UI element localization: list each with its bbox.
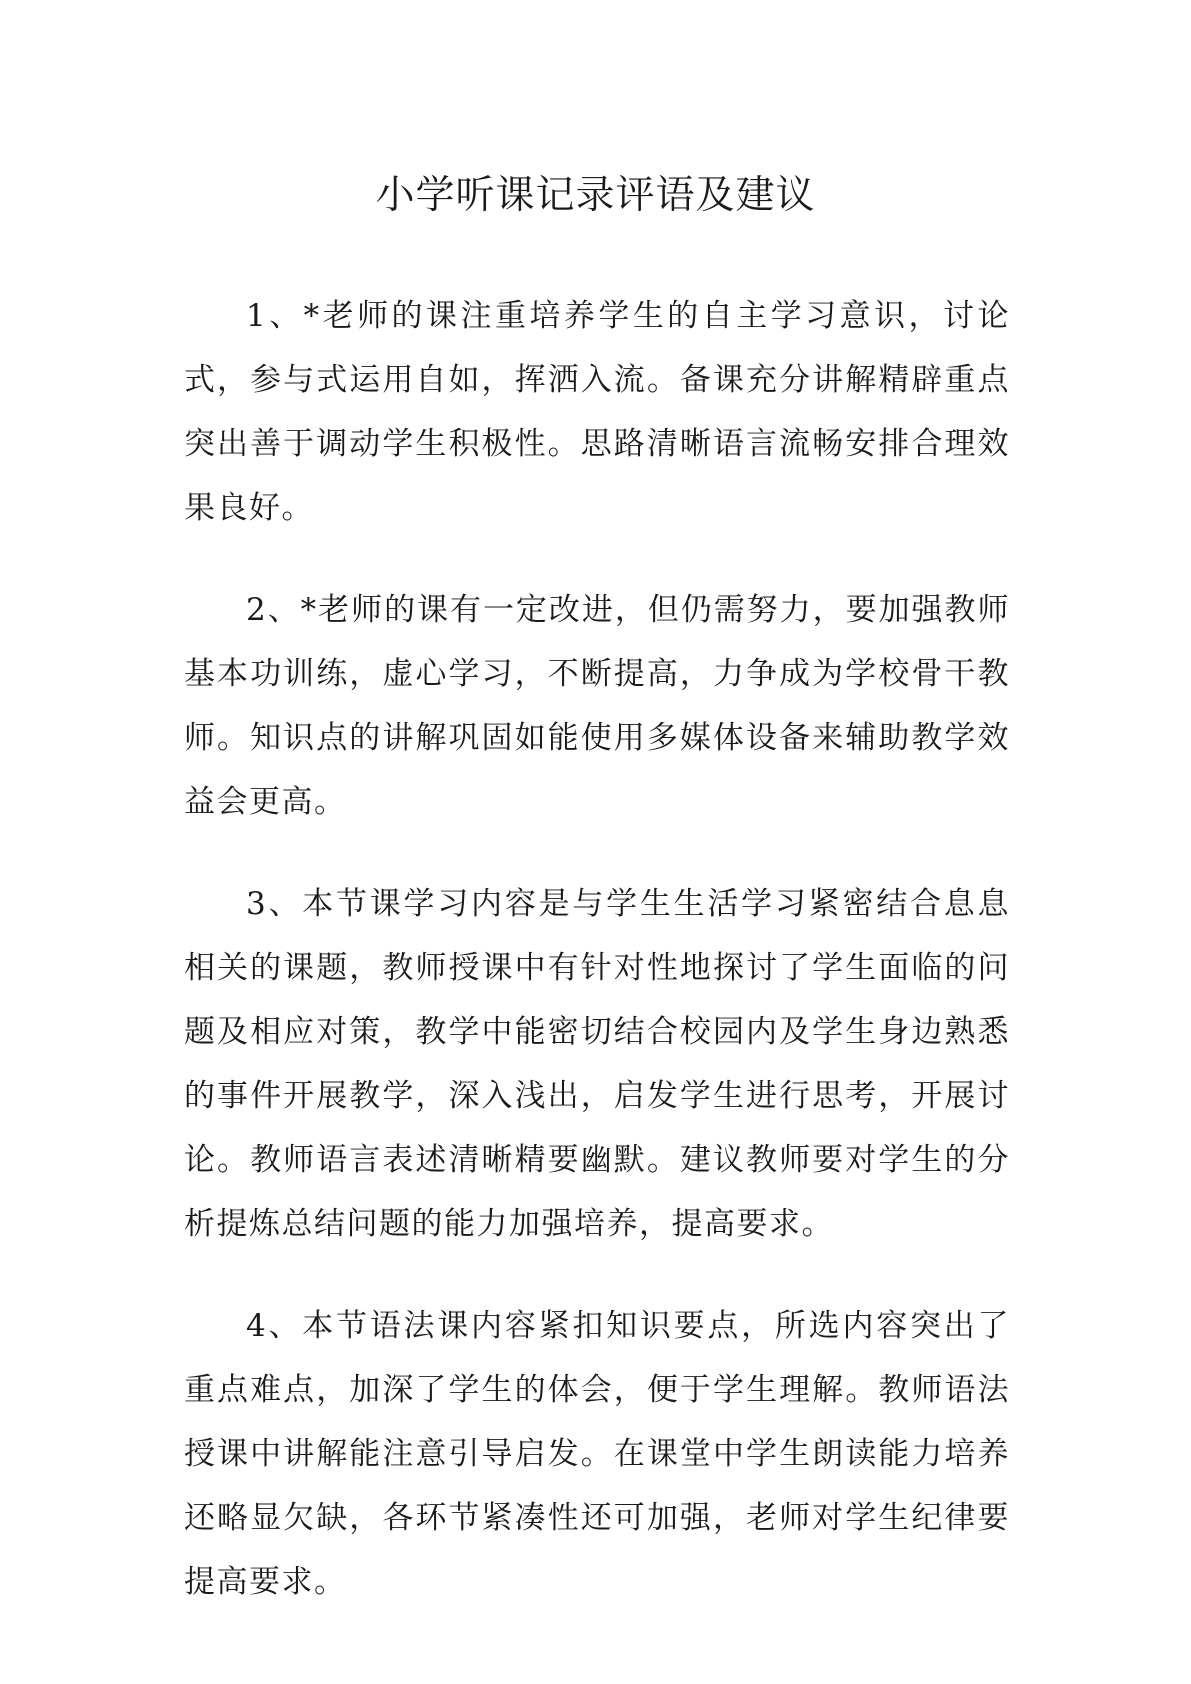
paragraph-3: 3、本节课学习内容是与学生生活学习紧密结合息息相关的课题，教师授课中有针对性地探讨了学生面临的问题及相应对策，教学中能密切结合校园内及学生身边熟悉的事件开展教学，深入浅出，启发学生进行思考，开展讨论。教师语言表述清晰精要幽默。建议教师要对学生的分析提炼总结问题的能力加强培养，提高要求。 <box>184 886 1010 1242</box>
paragraph-1: 1、*老师的课注重培养学生的自主学习意识，讨论式，参与式运用自如，挥洒入流。备课充分讲解精辟重点突出善于调动学生积极性。思路清晰语言流畅安排合理效果良好。 <box>184 298 1010 526</box>
paragraph-2: 2、*老师的课有一定改进，但仍需努力，要加强教师基本功训练，虚心学习，不断提高，力争成为学校骨干教师。知识点的讲解巩固如能使用多媒体设备来辅助教学效益会更高。 <box>184 592 1010 820</box>
document-title: 小学听课记录评语及建议 <box>375 173 816 218</box>
paragraph-4: 4、本节语法课内容紧扣知识要点，所选内容突出了重点难点，加深了学生的体会，便于学生理解。教师语法授课中讲解能注意引导启发。在课堂中学生朗读能力培养还略显欠缺，各环节紧凑性还可加强，老师对学生纪律要提高要求。 <box>184 1308 1010 1600</box>
document-body <box>184 284 1010 1652</box>
